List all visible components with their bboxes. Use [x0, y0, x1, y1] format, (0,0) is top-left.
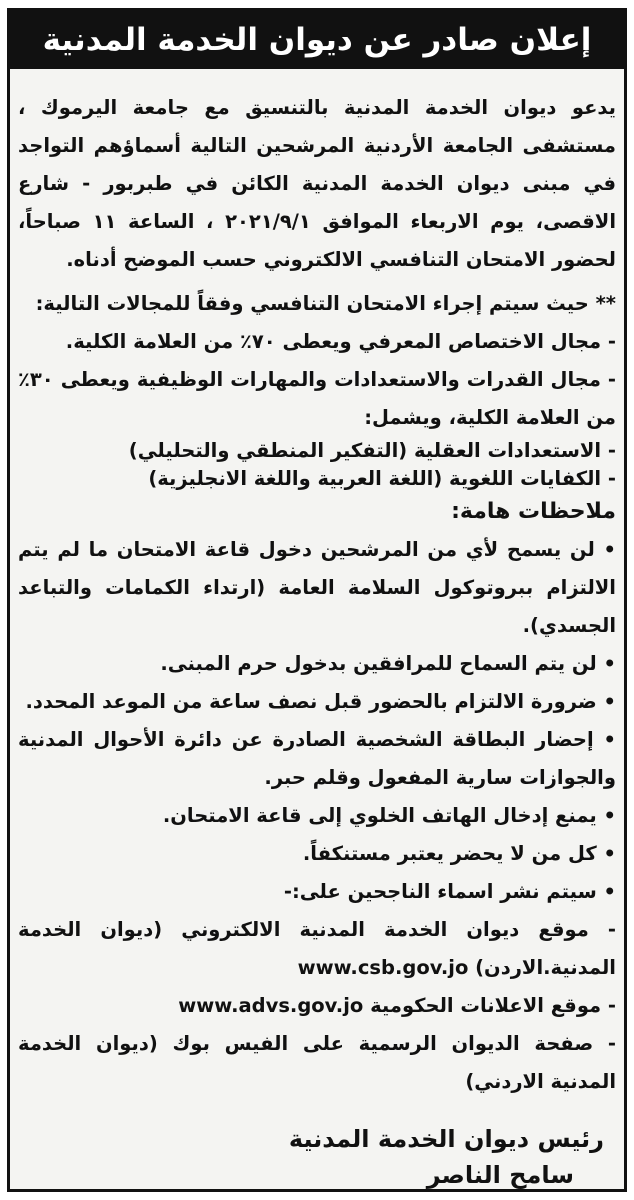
note-item: • لن يتم السماح للمرافقين بدخول حرم المبنى. — [160, 652, 616, 675]
note-item: • ضرورة الالتزام بالحضور قبل نصف ساعة من الموعد المحدد. — [25, 690, 616, 713]
fields-heading: ** حيث سيتم إجراء الامتحان التنافسي وفقاً للمجالات التالية: — [35, 292, 616, 315]
signature-name: سامح الناصر — [426, 1161, 574, 1189]
announcement-title: إعلان صادر عن ديوان الخدمة المدنية — [10, 11, 624, 69]
field-item: - مجال القدرات والاستعدادات والمهارات الوظيفية ويعطى ٣٠٪ من العلامة الكلية، ويشمل: — [18, 368, 616, 429]
note-item: • كل من لا يحضر يعتبر مستنكفاً. — [302, 842, 616, 865]
site-text: - صفحة الديوان الرسمية على الفيس بوك (ديوان الخدمة المدنية الاردني) — [18, 1032, 616, 1093]
signature-block — [289, 1121, 604, 1193]
notes-heading: ملاحظات هامة: — [451, 499, 616, 524]
note-item: • يمنع إدخال الهاتف الخلوي إلى قاعة الامتحان. — [162, 804, 616, 827]
intro-paragraph: يدعو ديوان الخدمة المدنية بالتنسيق مع جامعة اليرموك ، مستشفى الجامعة الأردنية المرشحين التالية أسماؤهم التواجد في مبنى ديوان الخدمة المدنية الكائن في طبربور - شارع الاقصى، يوم الاربعاء الموافق ٢٠٢١/٩/١ ، الساعة ١١ صباحاً، لحضور الامتحان التنافسي الالكتروني حسب الموضح أدناه. — [18, 96, 616, 271]
field-item: - مجال الاختصاص المعرفي ويعطى ٧٠٪ من العلامة الكلية. — [65, 330, 616, 353]
site-text: - موقع الاعلانات الحكومية — [370, 994, 616, 1017]
subfield-item: - الكفايات اللغوية (اللغة العربية واللغة الانجليزية) — [148, 467, 616, 490]
site-item — [18, 911, 616, 987]
announcement-frame — [7, 8, 627, 1192]
note-item: • لن يسمح لأي من المرشحين دخول قاعة الامتحان ما لم يتم الالتزام ببروتوكول السلامة العامة (ارتداء الكمامات والتباعد الجسدي). — [18, 538, 616, 637]
site-link[interactable]: www.csb.gov.jo — [297, 956, 469, 979]
signature-position: رئيس ديوان الخدمة المدنية — [288, 1125, 604, 1153]
note-item: • سيتم نشر اسماء الناجحين على:- — [283, 880, 616, 903]
site-text: - موقع ديوان الخدمة المدنية الالكتروني (ديوان الخدمة المدنية.الاردن) — [18, 918, 616, 979]
site-item — [18, 1025, 616, 1101]
site-link[interactable]: www.advs.gov.jo — [178, 994, 364, 1017]
announcement-body — [18, 89, 616, 1101]
site-item — [18, 987, 616, 1025]
note-item: • إحضار البطاقة الشخصية الصادرة عن دائرة الأحوال المدنية والجوازات سارية المفعول وقلم حبر. — [18, 728, 616, 789]
subfield-item: - الاستعدادات العقلية (التفكير المنطقي والتحليلي) — [128, 439, 616, 462]
